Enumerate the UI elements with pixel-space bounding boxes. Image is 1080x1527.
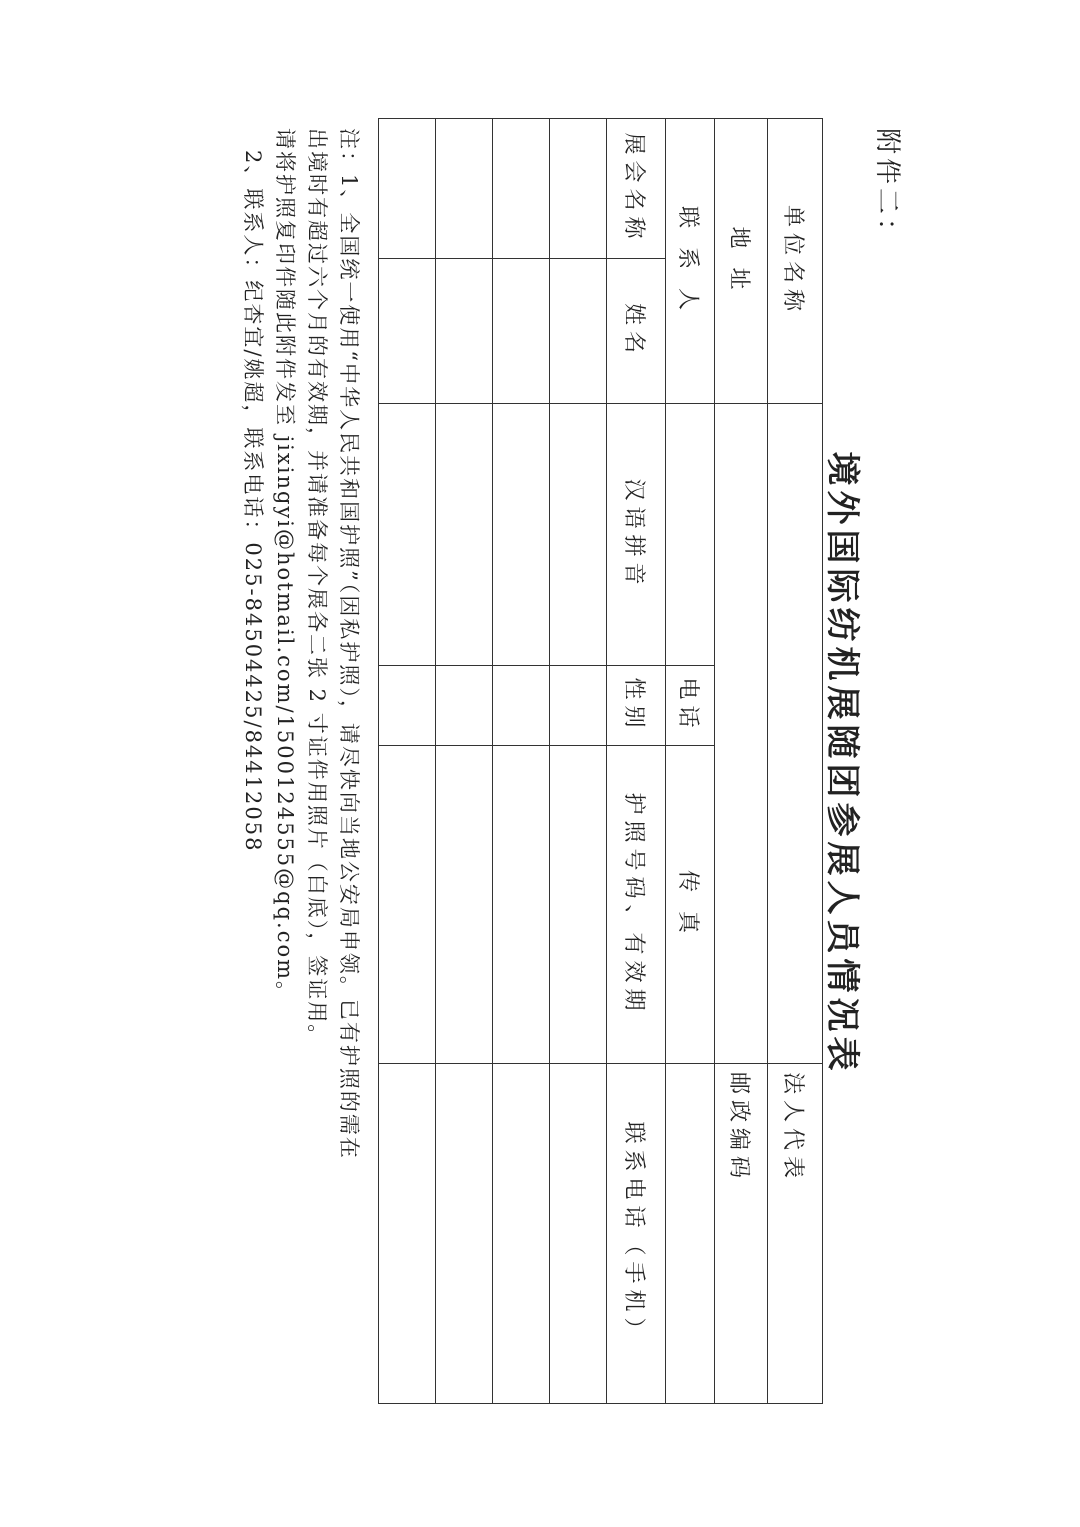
table-cell[interactable] (493, 259, 550, 404)
table-cell[interactable] (379, 746, 436, 1064)
table-cell[interactable] (379, 1064, 436, 1404)
table-cell[interactable] (436, 119, 493, 259)
table-cell[interactable] (379, 666, 436, 746)
col-header-pinyin: 汉语拼音 (607, 404, 666, 666)
notes (237, 128, 365, 1160)
col-header-name: 姓名 (607, 259, 666, 404)
table-header-row (607, 119, 666, 1404)
table-cell[interactable] (550, 119, 607, 259)
note-line-2: 出境时有超过六个月的有效期，并请准备每个展各二张 2 寸证件用照片（白底），签证用。 (305, 128, 329, 1048)
note-line-3: 请将护照复印件随此附件发至 jixingyi@hotmail.com/1500124555@qq.com。 (273, 128, 297, 1005)
fax-field[interactable] (666, 1064, 715, 1404)
legal-rep-label: 法人代表 (780, 1072, 806, 1185)
table-cell[interactable] (550, 1064, 607, 1404)
col-header-gender: 性别 (607, 666, 666, 746)
contact-label: 联 系 人 (666, 119, 715, 404)
table-cell[interactable] (379, 404, 436, 666)
table-cell[interactable] (493, 404, 550, 666)
table-cell[interactable] (493, 746, 550, 1064)
col-header-mobile: 联系电话（手机） (607, 1064, 666, 1404)
contact-field[interactable] (666, 404, 715, 666)
table-row (768, 119, 823, 1404)
postal-code-label: 邮政编码 (726, 1072, 752, 1185)
postal-code-cell[interactable] (715, 1064, 768, 1404)
table-cell[interactable] (493, 119, 550, 259)
table-cell[interactable] (550, 259, 607, 404)
unit-name-field[interactable] (768, 404, 823, 1064)
legal-rep-cell[interactable] (768, 1064, 823, 1404)
table-row (715, 119, 768, 1404)
address-label: 地 址 (715, 119, 768, 404)
note-line-4: 2、联系人：纪杏宜/姚超，联系电话：025-84504425/84412058 (241, 150, 265, 853)
table-cell[interactable] (379, 119, 436, 259)
table-cell[interactable] (493, 666, 550, 746)
unit-name-label: 单位名称 (768, 119, 823, 404)
attachment-label: 附件二： (872, 128, 902, 249)
col-header-passport: 护照号码、有效期 (607, 746, 666, 1064)
table-cell[interactable] (436, 404, 493, 666)
table-cell[interactable] (550, 404, 607, 666)
table-cell[interactable] (550, 746, 607, 1064)
note-line-1: 注：1、全国统一使用“中华人民共和国护照”（因私护照），请尽快向当地公安局申领。已有护照的需在 (337, 128, 361, 1160)
table-cell[interactable] (550, 666, 607, 746)
table-cell[interactable] (436, 259, 493, 404)
table-cell[interactable] (436, 1064, 493, 1404)
table-row (493, 119, 550, 1404)
col-header-expo-name: 展会名称 (607, 119, 666, 259)
table-cell[interactable] (436, 746, 493, 1064)
table-row (550, 119, 607, 1404)
participant-info-table (378, 118, 823, 1404)
table-cell[interactable] (436, 666, 493, 746)
address-field[interactable] (715, 404, 768, 1064)
table-cell[interactable] (379, 259, 436, 404)
table-row (379, 119, 436, 1404)
fax-label: 传 真 (666, 746, 715, 1064)
table-row (666, 119, 715, 1404)
phone-label: 电话 (666, 666, 715, 746)
table-cell[interactable] (493, 1064, 550, 1404)
form-title: 境外国际纺机展随团参展人员情况表 (822, 451, 862, 1076)
table-row (436, 119, 493, 1404)
